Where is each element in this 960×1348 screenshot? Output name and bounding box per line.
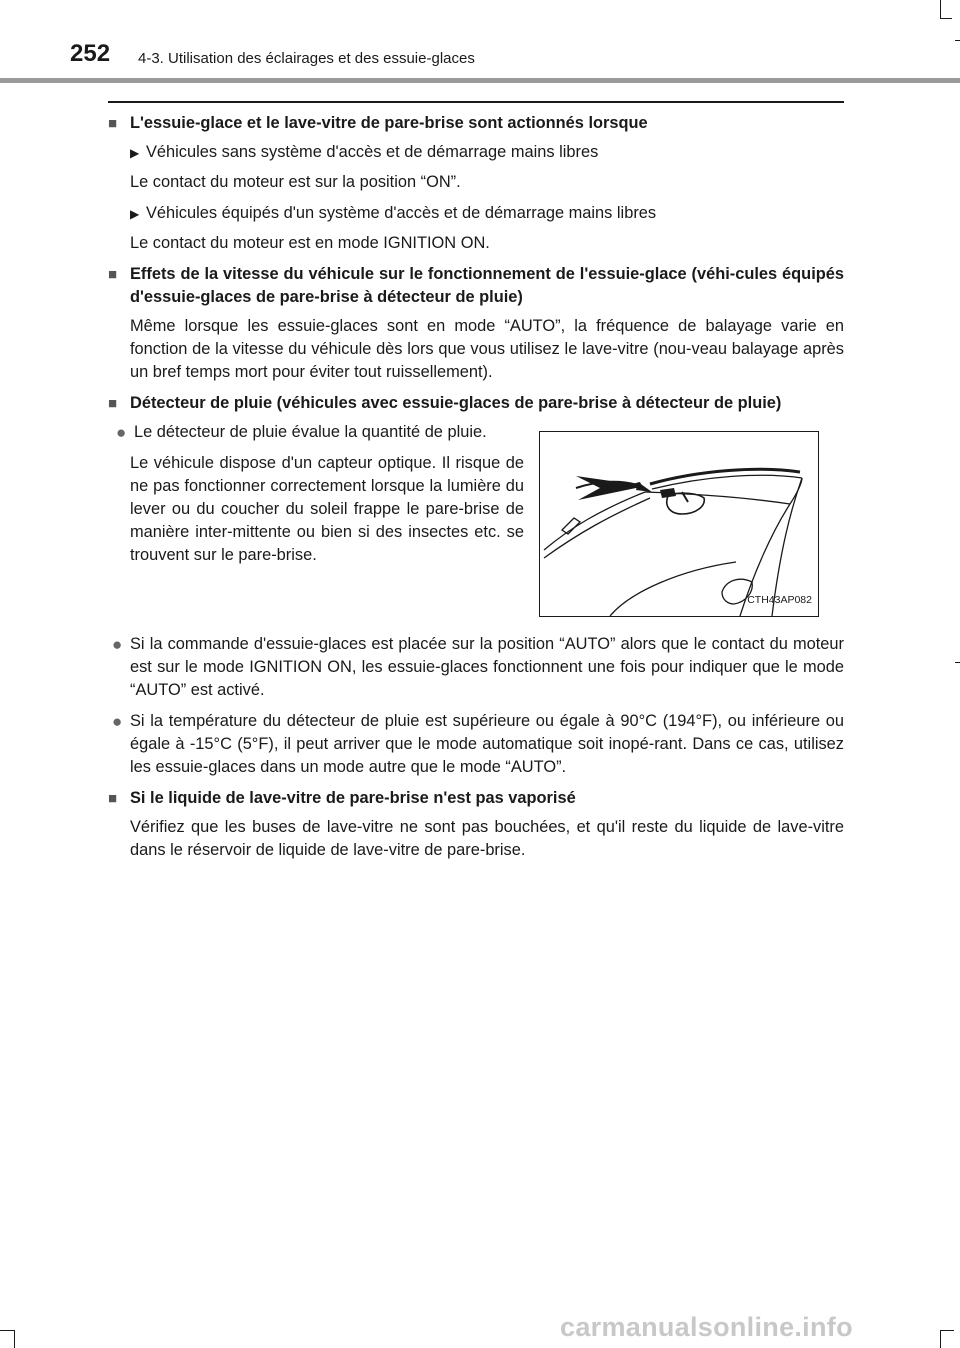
top-rule xyxy=(108,101,844,103)
content xyxy=(108,112,844,870)
sub-item: ▶ Véhicules sans système d'accès et de démarrage mains libres xyxy=(130,141,844,165)
square-marker-icon: ■ xyxy=(108,790,118,807)
bullet-icon: ● xyxy=(116,423,127,442)
figure-code: CTH43AP082 xyxy=(747,594,812,606)
paragraph: Vérifiez que les buses de lave-vitre ne sont pas bouchées, et qu'il reste du liquide de lave-vitre dans le réservoir de liquide de lave-vitre de pare-brise. xyxy=(130,818,844,859)
crop-mark xyxy=(955,40,960,41)
square-marker-icon: ■ xyxy=(108,266,118,283)
bullet-icon: ● xyxy=(112,635,123,654)
rain-sensor-figure xyxy=(539,431,819,617)
triangle-marker-icon: ▶ xyxy=(130,146,140,160)
paragraph: Le contact du moteur est sur la position “ON”. xyxy=(130,173,461,191)
bullet-icon: ● xyxy=(112,712,123,731)
rain-sensor-block xyxy=(108,421,844,633)
paragraph: Même lorsque les essuie-glaces sont en mode “AUTO”, la fréquence de balayage varie en fonction de la vitesse du véhicule dès lors que vous utilisez le lave-vitre (nou-veau balayage après un bref temps mort pour éviter tout ruissellement). xyxy=(130,317,844,381)
crop-mark xyxy=(940,1330,954,1331)
watermark: carmanualsonline.info xyxy=(560,1312,853,1342)
crop-mark xyxy=(940,18,952,19)
page-number: 252 xyxy=(70,40,111,67)
bullet-item: ● Si la température du détecteur de pluie est supérieure ou égale à 90°C (194°F), ou inférieure ou égale à -15°C (5°F), il peut arriver que le mode automatique soit inopé-rant. Dans ce cas, utilisez les essuie-glaces dans un mode autre que le mode “AUTO”. xyxy=(112,710,844,779)
header-band xyxy=(0,78,960,83)
crop-mark xyxy=(940,0,941,18)
paragraph: Le contact du moteur est en mode IGNITION ON. xyxy=(130,234,490,252)
bullet-item: ● Le détecteur de pluie évalue la quantité de pluie. xyxy=(116,423,487,442)
section-heading: ■ Détecteur de pluie (véhicules avec essuie-glaces de pare-brise à détecteur de pluie) xyxy=(108,392,844,415)
sub-item: ▶ Véhicules équipés d'un système d'accès et de démarrage mains libres xyxy=(130,202,844,226)
crop-mark xyxy=(14,1330,15,1348)
square-marker-icon: ■ xyxy=(108,395,118,412)
section-heading: ■ Si le liquide de lave-vitre de pare-brise n'est pas vaporisé xyxy=(108,787,844,810)
bullet-item: ● Si la commande d'essuie-glaces est placée sur la position “AUTO” alors que le contact du moteur est sur le mode IGNITION ON, les essuie-glaces fonctionnent une fois pour indiquer que le mode “AUTO” est activé. xyxy=(112,633,844,702)
square-marker-icon: ■ xyxy=(108,115,118,132)
crop-mark xyxy=(940,1330,941,1348)
triangle-marker-icon: ▶ xyxy=(130,207,140,221)
paragraph: Le véhicule dispose d'un capteur optique. Il risque de ne pas fonctionner correctement lorsque la lumière du lever ou du coucher du soleil frappe le pare-brise de manière inter-mittente ou bien si des insectes etc. se trouvent sur le pare-brise. xyxy=(130,454,524,564)
crop-mark xyxy=(0,1330,14,1331)
section-heading: ■ Effets de la vitesse du véhicule sur le fonctionnement de l'essuie-glace (véhi-cules équipés d'essuie-glaces de pare-brise à détecteur de pluie) xyxy=(108,263,844,309)
crop-mark xyxy=(955,662,960,663)
section-heading: ■ L'essuie-glace et le lave-vitre de pare-brise sont actionnés lorsque xyxy=(108,112,844,135)
section-header: 4-3. Utilisation des éclairages et des essuie-glaces xyxy=(138,50,475,67)
